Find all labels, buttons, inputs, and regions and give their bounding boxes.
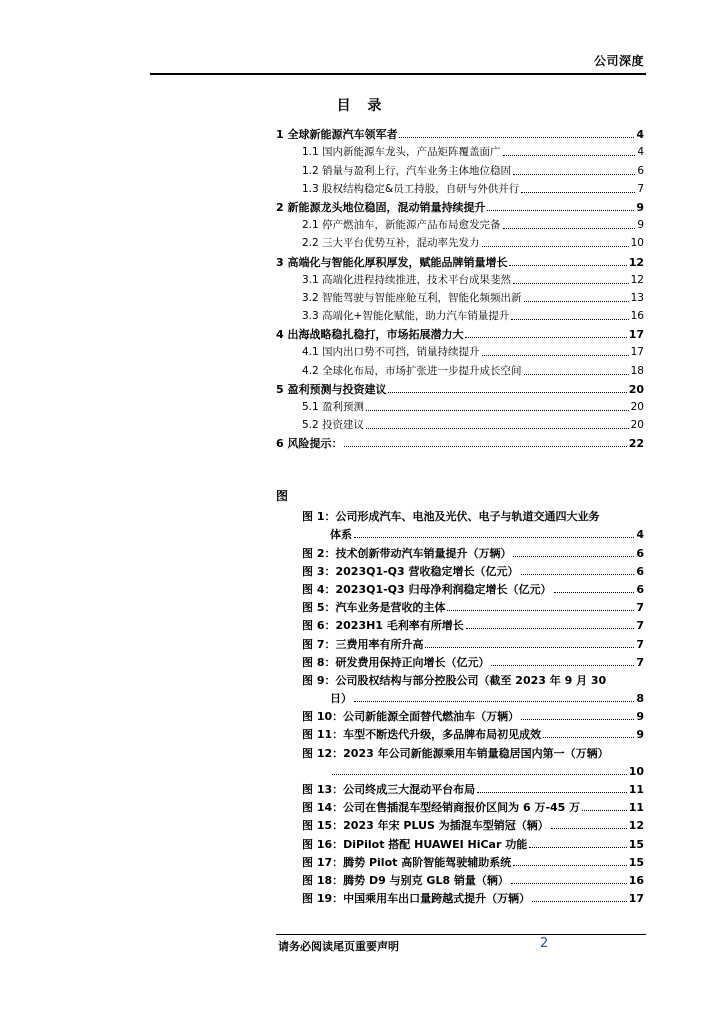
figure-entry-label: 图 16：DiPilot 搭配 HUAWEI HiCar 功能 — [302, 837, 528, 851]
dot-leader — [482, 245, 629, 247]
dot-leader — [354, 536, 634, 538]
dot-leader — [521, 718, 634, 720]
toc-entry-page: 20 — [630, 419, 644, 432]
figure-entry-page: 15 — [628, 855, 644, 869]
toc-entry-label: 5.1 盈利预测 — [302, 401, 365, 413]
figure-entry-label: 图 9：公司股权结构与部分控股公司（截至 2023 年 9 月 30 — [302, 673, 607, 687]
figure-entry-line — [302, 596, 644, 614]
figure-entry-page: 8 — [636, 692, 644, 706]
figure-entry-label: 图 17：腾势 Pilot 高阶智能驾驶辅助系统 — [302, 855, 512, 869]
dot-leader — [482, 354, 629, 356]
toc-entry-page: 4 — [637, 146, 644, 159]
figure-entry-line — [302, 614, 644, 632]
dot-leader — [447, 609, 634, 611]
toc-entry[interactable] — [276, 305, 644, 323]
toc-entry-label: 1 全球新能源汽车领军者 — [276, 128, 398, 142]
toc-entry-label: 1.3 股权结构稳定&员工持股，自研与外供并行 — [302, 182, 520, 195]
toc-entry[interactable] — [276, 359, 644, 377]
figure-entry[interactable] — [302, 505, 644, 541]
figure-entry[interactable] — [302, 741, 644, 777]
figure-entry-line — [302, 832, 644, 850]
toc-entry[interactable] — [276, 196, 644, 214]
figure-entry-line — [302, 632, 644, 650]
toc-entry-label: 5 盈利预测与投资建议 — [276, 382, 387, 396]
toc-title: 目 录 — [336, 98, 388, 114]
figure-entry-label: 图 6：2023H1 毛利率有所增长 — [302, 619, 464, 633]
dot-leader — [524, 373, 629, 375]
figure-list — [302, 505, 644, 905]
figure-entry-page: 7 — [636, 637, 644, 651]
toc-entry-page: 13 — [630, 291, 644, 304]
toc-entry-page: 22 — [628, 437, 644, 451]
toc-entry-page: 12 — [630, 273, 644, 286]
figure-entry-line — [302, 669, 644, 687]
toc-entry-label: 2.2 三大平台优势互补，混动率先发力 — [302, 237, 480, 250]
toc-entry[interactable] — [276, 414, 644, 432]
toc-entry[interactable] — [276, 269, 644, 287]
dot-leader — [465, 336, 626, 338]
toc-entry[interactable] — [276, 232, 644, 250]
figure-entry-line — [302, 778, 644, 796]
dot-leader — [399, 136, 634, 138]
toc-entry-page: 7 — [637, 182, 644, 195]
figure-entry-line — [302, 796, 644, 814]
figure-entry-page: 6 — [636, 546, 644, 560]
figure-entry-line — [302, 887, 644, 905]
figure-entry-page: 6 — [636, 564, 644, 578]
toc-entry-page: 12 — [628, 255, 644, 269]
figure-entry-label: 图 13：公司终成三大混动平台布局 — [302, 783, 476, 796]
report-type-label: 公司深度 — [593, 54, 644, 68]
dot-leader — [366, 409, 629, 411]
figure-entry[interactable] — [302, 560, 644, 578]
figure-entry[interactable] — [302, 651, 644, 669]
figure-entry[interactable] — [302, 832, 644, 850]
dot-leader — [521, 191, 635, 193]
dot-leader — [551, 827, 627, 829]
figure-entry-page: 17 — [628, 892, 644, 906]
figure-entry-page: 15 — [628, 837, 644, 851]
dot-leader — [529, 846, 626, 848]
page-number: 2 — [540, 936, 549, 951]
dot-leader — [521, 573, 635, 575]
toc-entry-label: 2 新能源龙头地位稳固，混动销量持续提升 — [276, 200, 486, 214]
toc-entry-page: 16 — [630, 310, 644, 323]
dot-leader — [503, 154, 636, 156]
figure-entry-label: 图 15：2023 年宋 PLUS 为插混车型销冠（辆） — [302, 819, 549, 833]
figure-entry-page: 4 — [636, 528, 644, 542]
figure-list-title: 图 — [276, 489, 289, 503]
dot-leader — [513, 864, 626, 866]
figure-entry-label: 图 4：2023Q1-Q3 归母净利润稳定增长（亿元） — [302, 582, 552, 596]
dot-leader — [532, 900, 627, 902]
dot-leader — [425, 646, 634, 648]
toc-entry[interactable] — [276, 432, 644, 450]
toc-entry-page: 4 — [636, 128, 644, 142]
figure-entry[interactable] — [302, 851, 644, 869]
dot-leader — [511, 318, 628, 320]
figure-entry[interactable] — [302, 705, 644, 723]
toc-entry-label: 4.1 国内出口势不可挡，销量持续提升 — [302, 346, 480, 359]
figure-entry-label: 图 18：腾势 D9 与别克 GL8 销量（辆） — [302, 873, 509, 887]
toc-entry-page: 17 — [628, 328, 644, 342]
figure-entry[interactable] — [302, 814, 644, 832]
figure-entry[interactable] — [302, 778, 644, 796]
figure-entry[interactable] — [302, 578, 644, 596]
figure-entry-line — [302, 760, 644, 778]
dot-leader — [513, 555, 634, 557]
dot-leader — [524, 300, 629, 302]
toc-entry[interactable] — [276, 214, 644, 232]
toc-entry-label: 3.1 高端化进程持续推进，技术平台成果斐然 — [302, 273, 512, 286]
figure-entry-label: 日） — [330, 692, 352, 706]
figure-entry-page: 6 — [636, 582, 644, 596]
figure-entry-line — [302, 705, 644, 723]
toc-entry-page: 18 — [630, 364, 644, 377]
figure-entry-label: 图 5：汽车业务是营收的主体 — [302, 601, 446, 615]
dot-leader — [511, 882, 627, 884]
figure-entry-line — [302, 723, 644, 741]
toc-entry-label: 4.2 全球化布局，市场扩张进一步提升成长空间 — [302, 364, 522, 377]
figure-entry[interactable] — [302, 596, 644, 614]
figure-entry-page: 7 — [636, 601, 644, 615]
toc-entry[interactable] — [276, 323, 644, 341]
figure-entry-page: 7 — [636, 619, 644, 633]
table-of-contents — [276, 123, 644, 450]
toc-entry[interactable] — [276, 250, 644, 268]
figure-entry-label: 图 8：研发费用保持正向增长（亿元） — [302, 655, 490, 669]
toc-entry-label: 3.2 智能驾驶与智能座舱互利，智能化频频出新 — [302, 291, 522, 304]
figure-entry-page: 16 — [628, 873, 644, 887]
figure-entry-label: 图 1：公司形成汽车、电池及光伏、电子与轨道交通四大业务 — [302, 510, 600, 524]
figure-entry[interactable] — [302, 632, 644, 650]
figure-entry-page: 11 — [628, 801, 644, 815]
figure-entry-page: 7 — [636, 655, 644, 669]
toc-entry-label: 3.3 高端化+智能化赋能，助力汽车销量提升 — [302, 310, 510, 323]
toc-entry[interactable] — [276, 141, 644, 159]
figure-entry-label: 图 12：2023 年公司新能源乘用车销量稳居国内第一（万辆） — [302, 746, 609, 760]
figure-entry-line — [302, 560, 644, 578]
toc-entry-label: 1.1 国内新能源车龙头，产品矩阵覆盖面广 — [302, 146, 501, 159]
figure-entry-label: 图 7：三费用率有所升高 — [302, 637, 424, 651]
dot-leader — [354, 700, 634, 702]
figure-entry-line — [302, 541, 644, 559]
figure-entry-label: 图 2：技术创新带动汽车销量提升（万辆） — [302, 546, 512, 560]
dot-leader — [466, 627, 635, 629]
figure-entry[interactable] — [302, 669, 644, 705]
toc-entry[interactable] — [276, 287, 644, 305]
toc-entry-page: 6 — [637, 164, 644, 177]
figure-entry-line — [302, 651, 644, 669]
figure-entry-line — [302, 505, 644, 523]
dot-leader — [543, 736, 634, 738]
dot-leader — [332, 773, 627, 775]
figure-entry-label: 图 11：车型不断迭代升级，多品牌布局初见成效 — [302, 728, 542, 742]
toc-entry-label: 3 高端化与智能化厚积厚发，赋能品牌销量增长 — [276, 255, 508, 269]
figure-entry-page: 12 — [628, 819, 644, 833]
toc-entry-page: 9 — [637, 219, 644, 232]
dot-leader — [366, 427, 629, 429]
figure-entry-label: 图 10：公司新能源全面替代燃油车（万辆） — [302, 710, 520, 724]
toc-entry-label: 1.2 销量与盈利上行，汽车业务主体地位稳固 — [302, 164, 512, 177]
figure-entry[interactable] — [302, 723, 644, 741]
toc-entry[interactable] — [276, 341, 644, 359]
toc-entry-label: 2.1 停产燃油车，新能源产品布局愈发完备 — [302, 219, 501, 232]
toc-entry-page: 9 — [636, 200, 644, 214]
toc-entry[interactable] — [276, 123, 644, 141]
dot-leader — [503, 227, 636, 229]
figure-entry-line — [302, 687, 644, 705]
dot-leader — [477, 791, 627, 793]
figure-entry-label: 图 3：2023Q1-Q3 营收稳定增长（亿元） — [302, 564, 519, 578]
dot-leader — [513, 173, 635, 175]
figure-entry[interactable] — [302, 614, 644, 632]
figure-entry-line — [302, 523, 644, 541]
dot-leader — [554, 591, 635, 593]
figure-entry[interactable] — [302, 541, 644, 559]
toc-entry-page: 20 — [628, 382, 644, 396]
figure-entry-label: 图 14：公司在售插混车型经销商报价区间为 6 万-45 万 — [302, 801, 581, 815]
dot-leader — [491, 664, 634, 666]
dot-leader — [388, 391, 626, 393]
toc-entry[interactable] — [276, 159, 644, 177]
figure-entry-page: 10 — [628, 764, 644, 778]
figure-entry-label: 体系 — [330, 528, 352, 542]
figure-entry-label: 图 19：中国乘用车出口量跨越式提升（万辆） — [302, 892, 531, 906]
figure-entry-line — [302, 814, 644, 832]
figure-entry-line — [302, 741, 644, 759]
disclaimer-note: 请务必阅读尾页重要声明 — [278, 940, 399, 953]
toc-entry[interactable] — [276, 396, 644, 414]
figure-entry-page: 9 — [636, 728, 644, 742]
figure-entry-line — [302, 578, 644, 596]
dot-leader — [509, 264, 626, 266]
dot-leader — [344, 445, 626, 447]
toc-entry-page: 10 — [630, 237, 644, 250]
toc-entry-label: 4 出海战略稳扎稳打，市场拓展潜力大 — [276, 328, 464, 342]
figure-entry[interactable] — [302, 869, 644, 887]
figure-entry-line — [302, 851, 644, 869]
figure-entry-line — [302, 869, 644, 887]
figure-entry[interactable] — [302, 796, 644, 814]
toc-entry[interactable] — [276, 378, 644, 396]
dot-leader — [487, 209, 634, 211]
figure-entry[interactable] — [302, 887, 644, 905]
toc-entry[interactable] — [276, 178, 644, 196]
toc-entry-page: 17 — [630, 346, 644, 359]
toc-entry-label: 6 风险提示： — [276, 437, 343, 451]
toc-entry-label: 5.2 投资建议 — [302, 419, 365, 432]
figure-entry-page: 9 — [636, 710, 644, 724]
toc-entry-page: 20 — [630, 401, 644, 413]
header-divider — [150, 73, 646, 75]
figure-entry-page: 11 — [628, 783, 644, 796]
footer-divider — [276, 934, 646, 935]
dot-leader — [582, 809, 627, 811]
dot-leader — [513, 282, 629, 284]
